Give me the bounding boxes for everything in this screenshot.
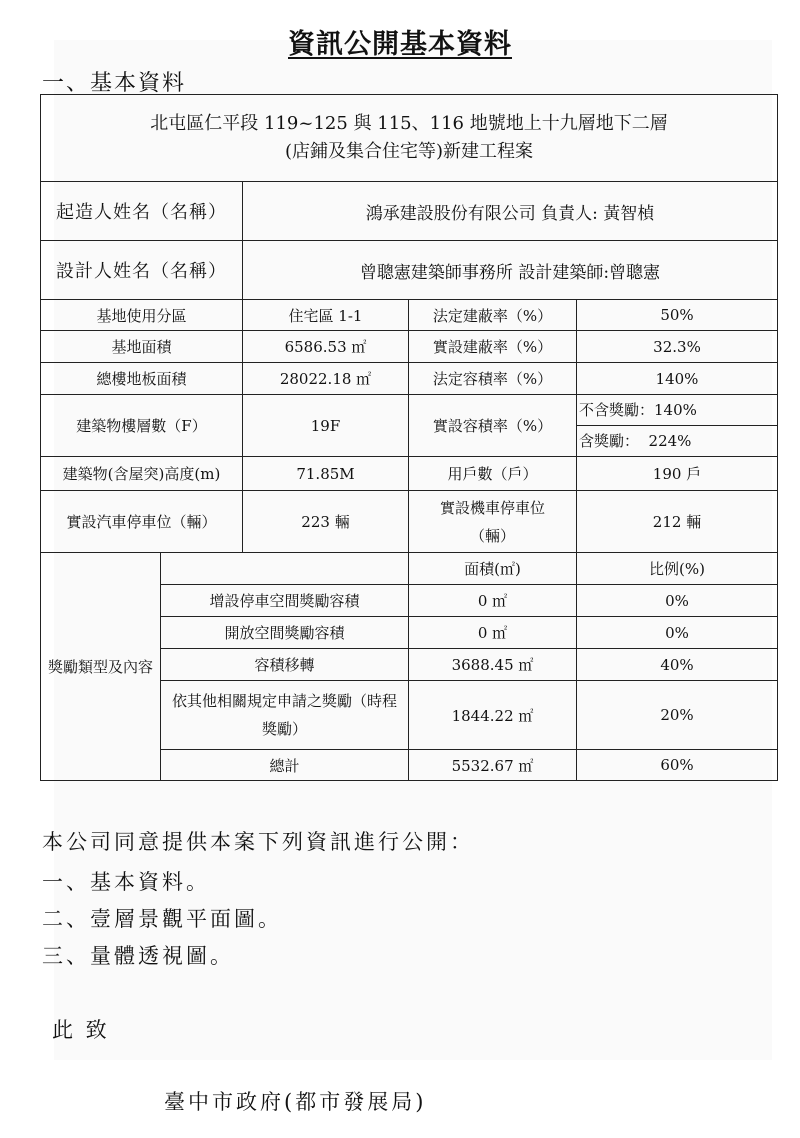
consent-item-2: 二、壹層景觀平面圖。 (42, 907, 282, 931)
floors-label: 建築物樓層數（F） (41, 395, 243, 457)
bonus-header-row (41, 553, 778, 585)
actual-coverage-label: 實設建蔽率（%） (409, 331, 577, 363)
parking-row (41, 491, 778, 553)
bonus-row-area: 1844.22 ㎡ (409, 681, 577, 750)
closing-salutation: 此 致 (52, 1018, 110, 1042)
height-row (41, 457, 778, 491)
consent-intro: 本公司同意提供本案下列資訊進行公開： (42, 830, 474, 854)
zoning-label: 基地使用分區 (41, 300, 243, 331)
actual-far-including-bonus: 含獎勵： 224% (579, 432, 692, 450)
zoning-value: 住宅區 1-1 (243, 300, 409, 331)
consent-item-1: 一、基本資料。 (42, 870, 210, 894)
recipient: 臺中市政府(都市發展局) (164, 1090, 427, 1114)
floor-area-row (41, 363, 778, 395)
zoning-row (41, 300, 778, 331)
bonus-header-blank (161, 553, 409, 585)
project-name-line1: 北屯區仁平段 119~125 與 115、116 地號地上十九層地下二層 (150, 113, 668, 134)
site-area-value: 6586.53 ㎡ (243, 331, 409, 363)
section-heading: 一、基本資料 (42, 71, 187, 96)
page-title: 資訊公開基本資料 (288, 29, 512, 60)
units-value: 190 戶 (577, 457, 778, 491)
bonus-row-ratio: 0% (577, 617, 778, 649)
actual-far-excluding-bonus: 不含獎勵：140% (577, 395, 777, 426)
bonus-row-name: 開放空間獎勵容積 (161, 617, 409, 649)
project-name-row (41, 95, 778, 182)
legal-far-value: 140% (577, 363, 778, 395)
actual-far-value-cell (577, 395, 778, 457)
builder-value: 鴻承建設股份有限公司 負責人: 黃智楨 (243, 182, 778, 241)
legal-coverage-label: 法定建蔽率（%） (409, 300, 577, 331)
floor-area-value: 28022.18 ㎡ (243, 363, 409, 395)
bonus-row-ratio: 20% (577, 681, 778, 750)
builder-row (41, 182, 778, 241)
bonus-row-ratio: 40% (577, 649, 778, 681)
height-value: 71.85M (243, 457, 409, 491)
floors-row (41, 395, 778, 457)
designer-row (41, 241, 778, 300)
bonus-row-ratio: 0% (577, 585, 778, 617)
actual-coverage-value: 32.3% (577, 331, 778, 363)
project-name-line2: (店鋪及集合住宅等)新建工程案 (284, 141, 534, 162)
floors-value: 19F (243, 395, 409, 457)
site-area-label: 基地面積 (41, 331, 243, 363)
moto-parking-label: 實設機車停車位（輛） (409, 491, 577, 553)
bonus-row-name: 增設停車空間獎勵容積 (161, 585, 409, 617)
bonus-total-area: 5532.67 ㎡ (409, 750, 577, 781)
bonus-header-area: 面積(㎡) (409, 553, 577, 585)
bonus-type-label: 獎勵類型及內容 (41, 553, 161, 781)
bonus-total-label: 總計 (161, 750, 409, 781)
consent-item-3: 三、量體透視圖。 (42, 944, 234, 968)
height-label: 建築物(含屋突)高度(m) (41, 457, 243, 491)
designer-value: 曾聰憲建築師事務所 設計建築師:曾聰憲 (243, 241, 778, 300)
bonus-total-ratio: 60% (577, 750, 778, 781)
bonus-row-area: 3688.45 ㎡ (409, 649, 577, 681)
legal-coverage-value: 50% (577, 300, 778, 331)
floor-area-label: 總樓地板面積 (41, 363, 243, 395)
site-area-row (41, 331, 778, 363)
car-parking-label: 實設汽車停車位（輛） (41, 491, 243, 553)
moto-parking-value: 212 輛 (577, 491, 778, 553)
designer-label: 設計人姓名（名稱） (41, 241, 243, 300)
bonus-row-name: 依其他相關規定申請之獎勵（時程獎勵） (161, 681, 409, 750)
units-label: 用戶數（戶） (409, 457, 577, 491)
bonus-row-area: 0 ㎡ (409, 617, 577, 649)
car-parking-value: 223 輛 (243, 491, 409, 553)
bonus-row-name: 容積移轉 (161, 649, 409, 681)
project-name-cell (41, 95, 778, 182)
bonus-header-ratio: 比例(%) (577, 553, 778, 585)
actual-far-label: 實設容積率（%） (409, 395, 577, 457)
builder-label: 起造人姓名（名稱） (41, 182, 243, 241)
basic-info-table (40, 94, 778, 781)
bonus-row-area: 0 ㎡ (409, 585, 577, 617)
legal-far-label: 法定容積率（%） (409, 363, 577, 395)
